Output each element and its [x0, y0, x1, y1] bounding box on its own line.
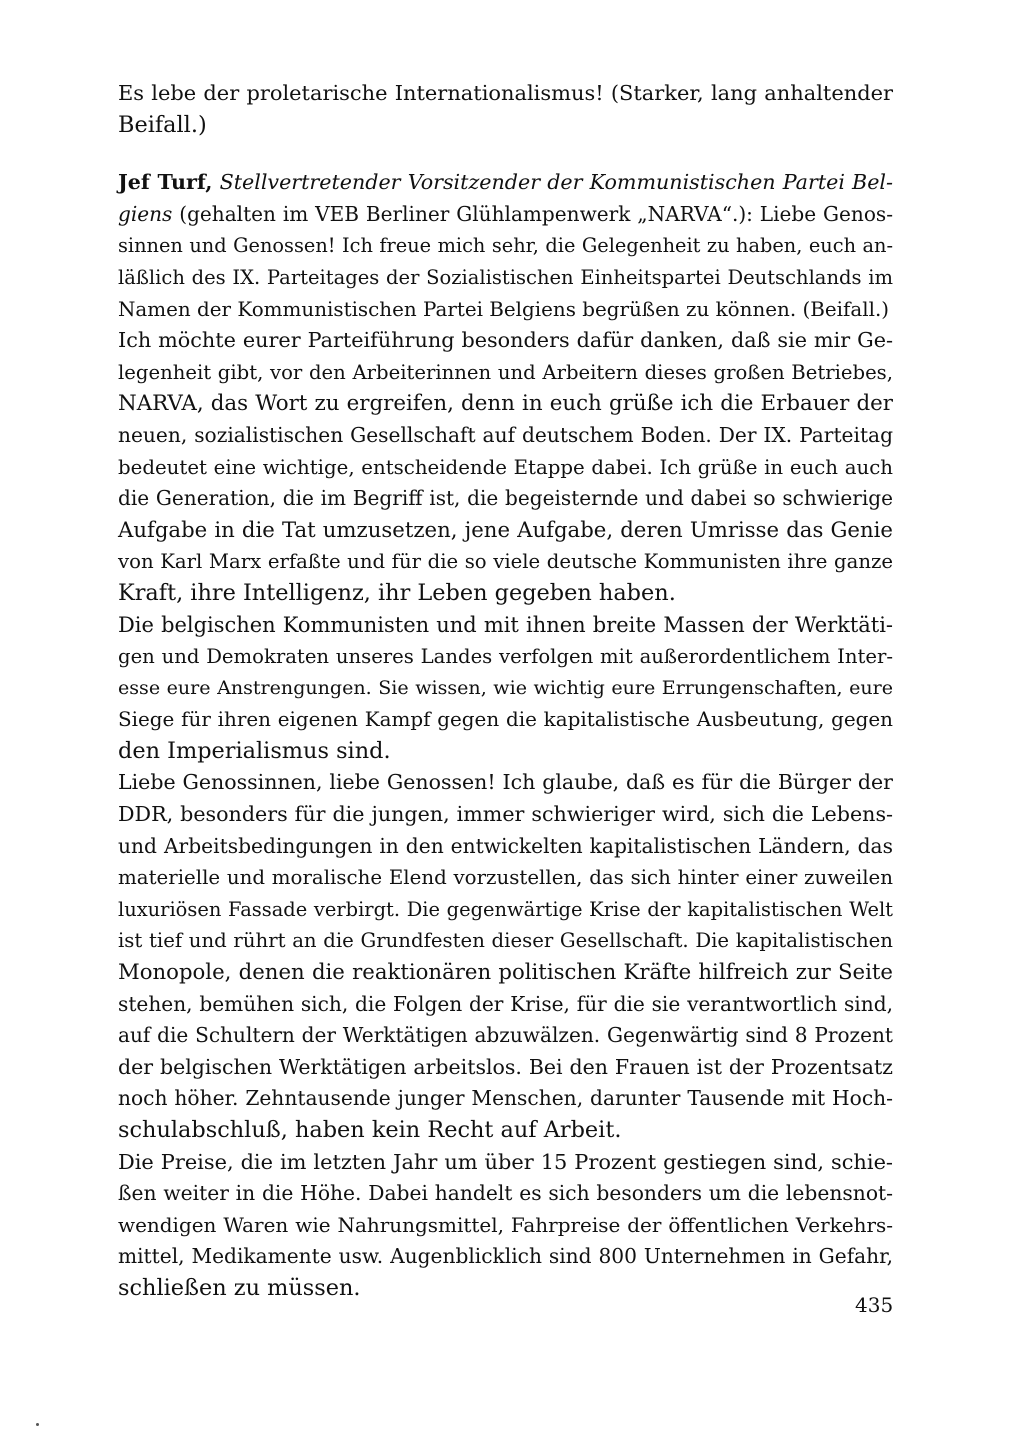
text-line: luxuriösen Fassade verbirgt. Die gegenwärtige Krise der kapitalistischen Welt — [118, 897, 893, 921]
text-line: Die belgischen Kommunisten und mit ihnen breite Massen der Werktäti- — [118, 612, 893, 637]
paragraph-closing-cheer — [118, 78, 893, 141]
text-line: und Arbeitsbedingungen in den entwickelten kapitalistischen Ländern, das — [118, 833, 893, 858]
text-line: NARVA, das Wort zu ergreifen, denn in euch grüße ich die Erbauer der — [118, 391, 893, 417]
venue-note: (gehalten im VEB Berliner Glühlampenwerk „NARVA“.): Liebe Genos- — [172, 201, 893, 226]
text-line: stehen, bemühen sich, die Folgen der Krise, für die sie verantwortlich sind, — [118, 991, 893, 1016]
text-line: Kraft, ihre Intelligenz, ihr Leben gegeben haben. — [118, 579, 676, 606]
text-line: mittel, Medikamente usw. Augenblicklich sind 800 Unternehmen in Gefahr, — [118, 1244, 893, 1269]
text-line: noch höher. Zehntausende junger Menschen, darunter Tausende mit Hoch- — [118, 1086, 893, 1111]
text-line: die Generation, die im Begriff ist, die begeisternde und dabei so schwierige — [118, 486, 893, 511]
paragraph-speaker-intro — [118, 167, 893, 325]
paragraph-belgian-communists — [118, 610, 893, 768]
text-line: Es lebe der proletarische Internationalismus! (Starker, lang anhaltender — [118, 81, 893, 105]
text-line: der belgischen Werktätigen arbeitslos. Bei den Frauen ist der Prozentsatz — [118, 1054, 893, 1079]
text-line — [118, 199, 893, 231]
text-line: Monopole, denen die reaktionären politischen Kräfte hilfreich zur Seite — [118, 960, 893, 986]
text-line: gen und Demokraten unseres Landes verfolgen mit außerordentlichem Inter- — [118, 645, 893, 669]
text-line: läßlich des IX. Parteitages der Sozialistischen Einheitspartei Deutschlands im — [118, 265, 893, 289]
text-line: wendigen Waren wie Nahrungsmittel, Fahrpreise der öffentlichen Verkehrs- — [118, 1212, 893, 1237]
paragraph-thanks — [118, 325, 893, 609]
text-line: Beifall.) — [118, 111, 207, 138]
text-line: schulabschluß, haben kein Recht auf Arbeit. — [118, 1117, 622, 1143]
text-line: Liebe Genossinnen, liebe Genossen! Ich glaube, daß es für die Bürger der — [118, 770, 893, 795]
text-line: ist tief und rührt an die Grundfesten dieser Gesellschaft. Die kapitalistischen — [118, 929, 893, 953]
speaker-role: Stellvertretender Vorsitzender der Kommunistischen Partei Bel- — [219, 170, 893, 195]
text-line: Ich möchte eurer Parteiführung besonders dafür danken, daß sie mir Ge- — [118, 328, 893, 353]
text-line: Siege für ihren eigenen Kampf gegen die kapitalistische Ausbeutung, gegen — [118, 708, 893, 732]
text-line — [118, 167, 893, 199]
page-number: 435 — [855, 1293, 894, 1317]
text-line: den Imperialismus sind. — [118, 737, 391, 764]
text-line: legenheit gibt, vor den Arbeiterinnen und Arbeitern dieses großen Betriebes, — [118, 360, 893, 384]
text-line: sinnen und Genossen! Ich freue mich sehr, die Gelegenheit zu haben, euch an- — [118, 234, 893, 258]
text-line: von Karl Marx erfaßte und für die so viele deutsche Kommunisten ihre ganze — [118, 550, 893, 574]
text-line: bedeutet eine wichtige, entscheidende Etappe dabei. Ich grüße in euch auch — [118, 455, 893, 479]
text-line: esse eure Anstrengungen. Sie wissen, wie wichtig eure Errungenschaften, eure — [118, 676, 893, 699]
scan-speck — [36, 1423, 39, 1426]
text-line: materielle und moralische Elend vorzustellen, das sich hinter einer zuweilen — [118, 866, 893, 890]
text-line: ßen weiter in die Höhe. Dabei handelt es sich besonders um die lebensnot- — [118, 1181, 893, 1206]
text-line: Namen der Kommunistischen Partei Belgiens begrüßen zu können. (Beifall.) — [118, 297, 890, 321]
text-line: schließen zu müssen. — [118, 1274, 361, 1301]
text-line: Aufgabe in die Tat umzusetzen, jene Aufgabe, deren Umrisse das Genie — [118, 517, 893, 543]
page-body — [118, 78, 893, 1305]
text-line: DDR, besonders für die jungen, immer schwieriger wird, sich die Lebens- — [118, 802, 893, 827]
text-line: neuen, sozialistischen Gesellschaft auf deutschem Boden. Der IX. Parteitag — [118, 422, 893, 447]
speaker-role-cont: giens — [118, 201, 173, 226]
text-line: Die Preise, die im letzten Jahr um über 15 Prozent gestiegen sind, schie- — [118, 1149, 893, 1174]
paragraph-prices — [118, 1147, 893, 1305]
text-line: auf die Schultern der Werktätigen abzuwälzen. Gegenwärtig sind 8 Prozent — [118, 1023, 893, 1048]
paragraph-capitalist-crisis — [118, 767, 893, 1146]
speaker-name: Jef Turf, — [118, 170, 213, 195]
